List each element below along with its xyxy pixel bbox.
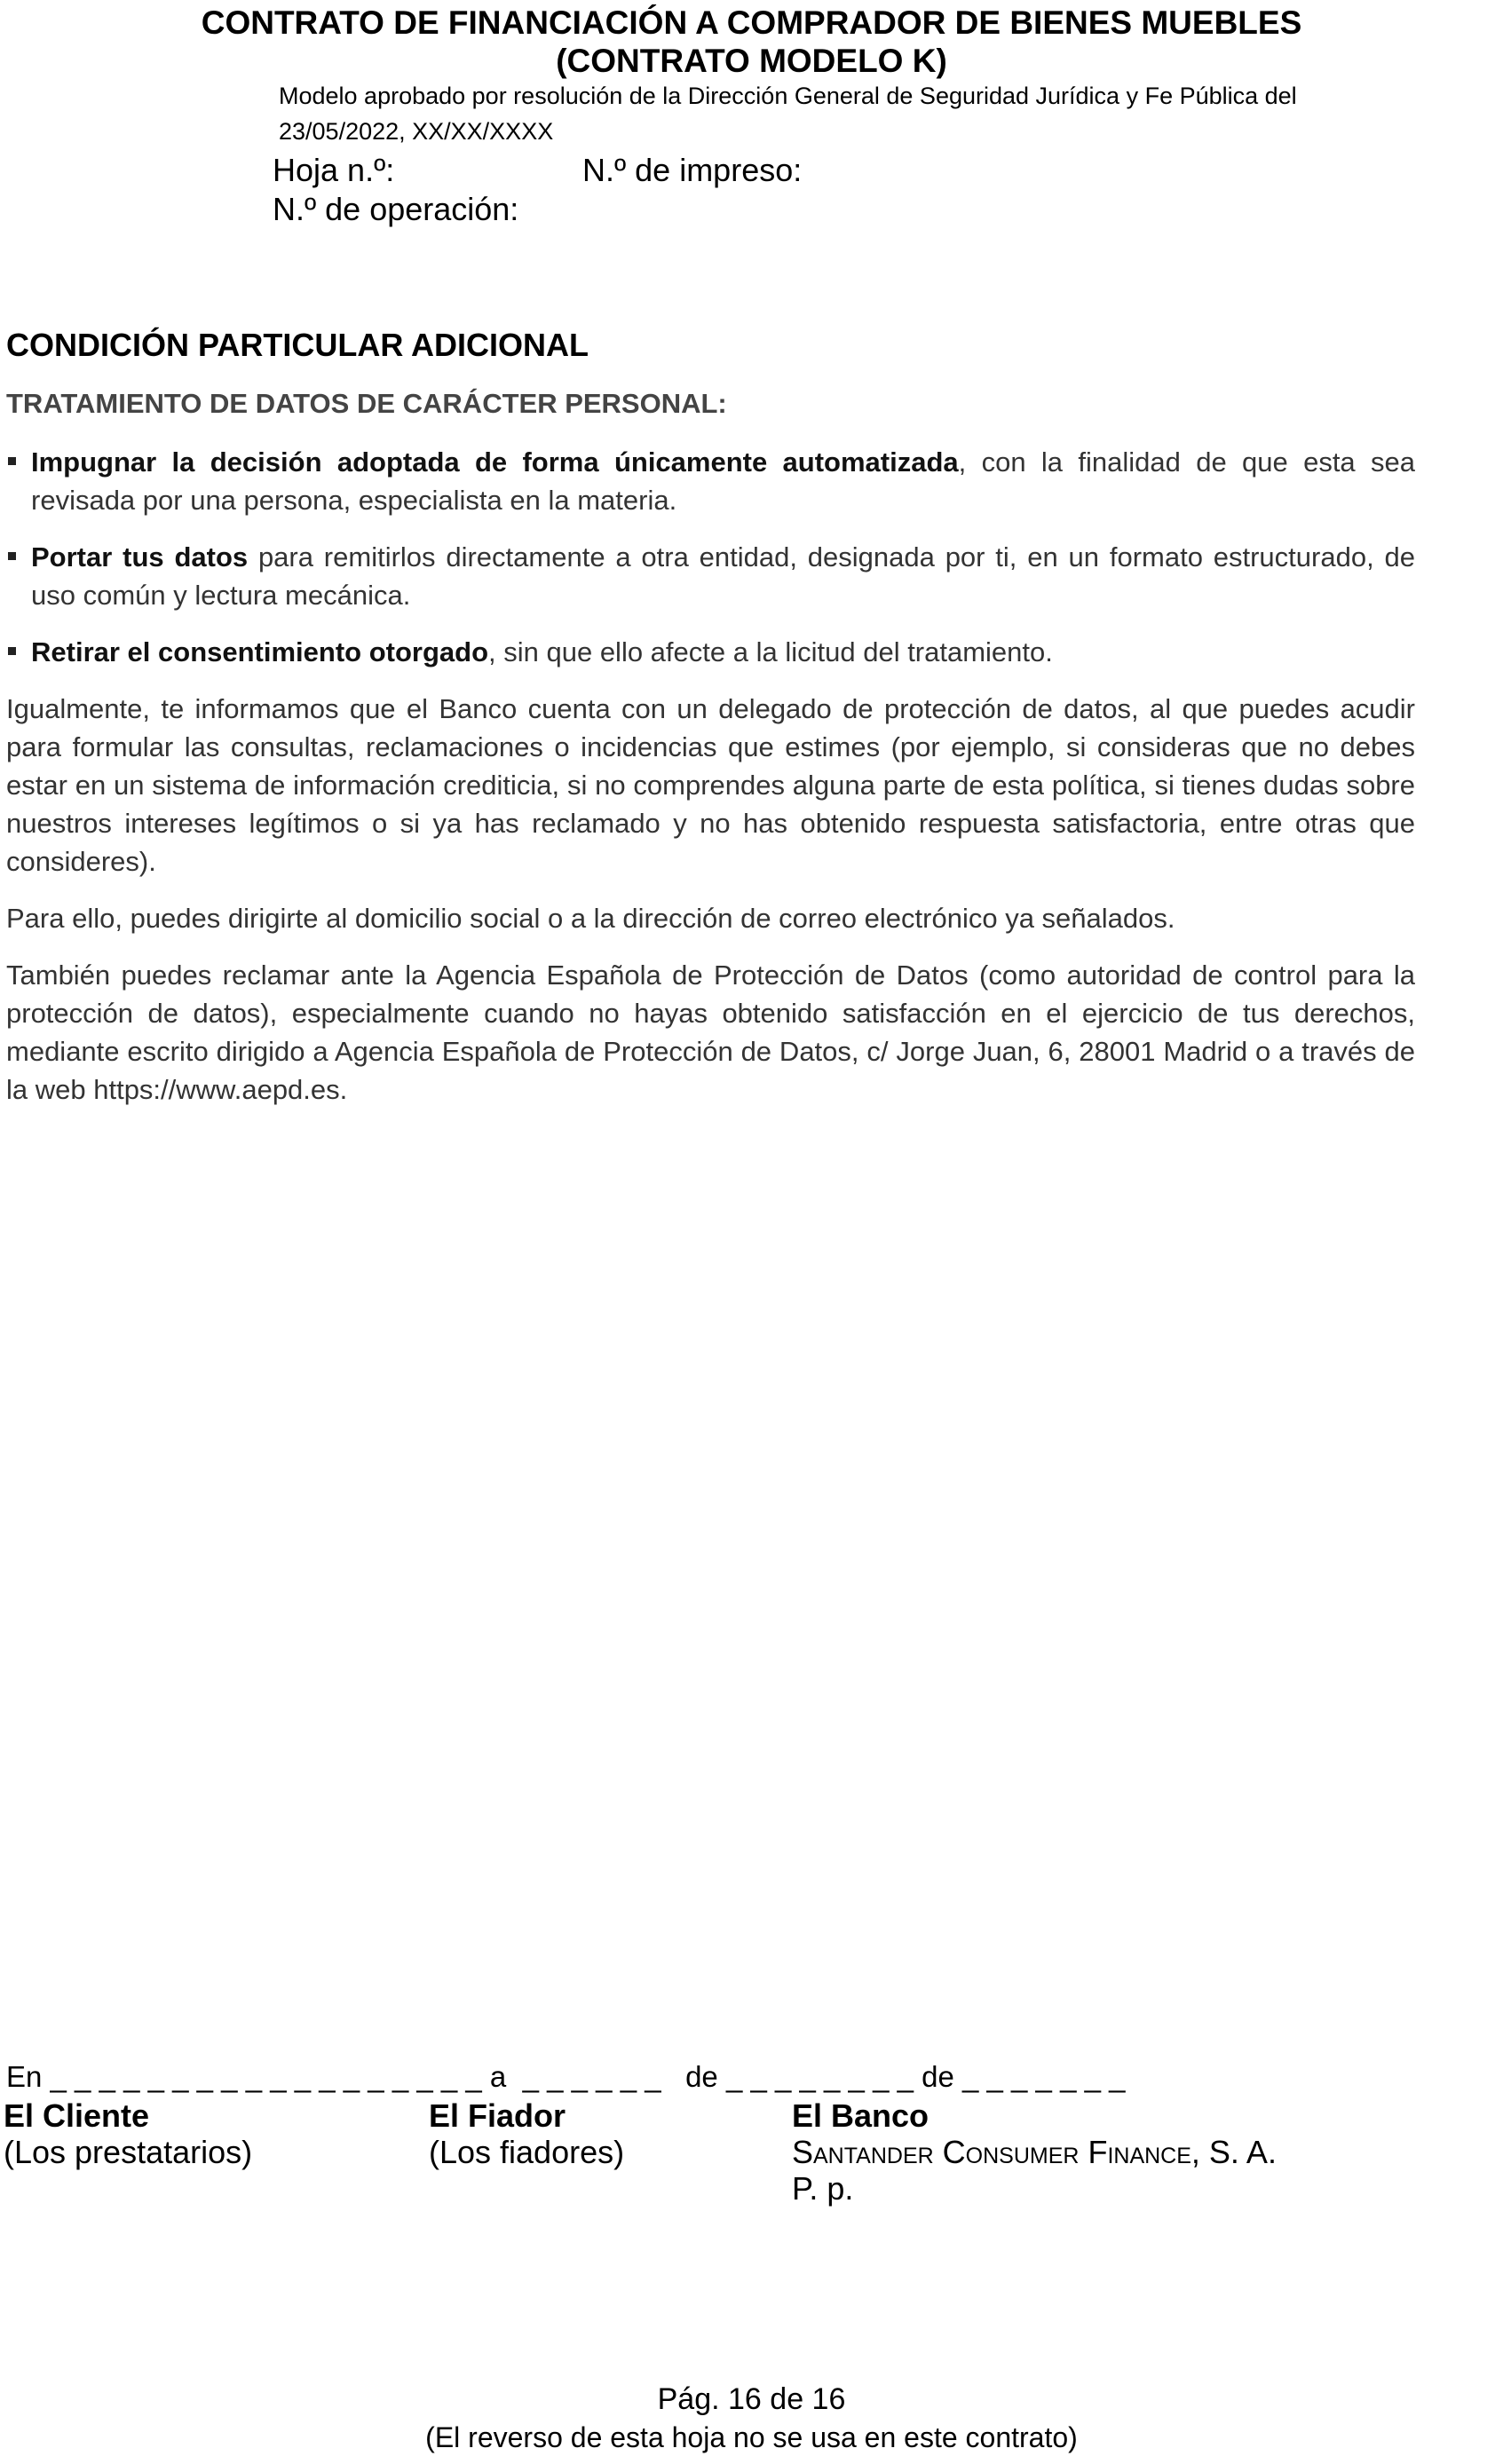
bullet-square-icon [8, 552, 16, 560]
guarantor-signature-block [429, 2097, 624, 2170]
paragraph: Para ello, puedes dirigirte al domicilio social o a la dirección de correo electrónico ya señalados. [6, 903, 1175, 934]
bullet-text: , sin que ello afecte a la licitud del tratamiento. [488, 636, 1053, 667]
bank-pp: P. p. [792, 2170, 854, 2207]
bullet-item [6, 633, 1415, 671]
client-subtitle: (Los prestatarios) [4, 2134, 253, 2170]
title-line-2: (CONTRATO MODELO K) [556, 43, 947, 79]
guarantor-title: El Fiador [429, 2097, 566, 2134]
operation-number-label: N.º de operación: [273, 191, 519, 227]
bullet-bold: Portar tus datos [31, 541, 249, 573]
bullet-square-icon [8, 457, 16, 465]
sheet-number-label: Hoja n.º: [273, 152, 395, 188]
document-title [0, 4, 1503, 80]
paragraph: Igualmente, te informamos que el Banco cuenta con un delegado de protección de datos, al que puedes acudir para formular las consultas, reclamaciones o incidencias que estimes (por ejemplo, si consideras que no debes estar en un sistema de información crediticia, si no comprendes alguna parte de esta política, si tienes dudas sobre nuestros intereses legítimos o si ya has reclamado y no has obtenido respuesta satisfactoria, entre otras que consideres). [6, 693, 1415, 877]
client-title: El Cliente [4, 2097, 150, 2134]
model-approval [279, 78, 1495, 149]
bullet-item [6, 538, 1415, 614]
title-line-1: CONTRATO DE FINANCIACIÓN A COMPRADOR DE BIENES MUEBLES [201, 4, 1302, 41]
section-subtitle: TRATAMIENTO DE DATOS DE CARÁCTER PERSONAL: [6, 388, 727, 419]
model-line-1: Modelo aprobado por resolución de la Dirección General de Seguridad Jurídica y Fe Pública del [279, 83, 1297, 109]
section-title: CONDICIÓN PARTICULAR ADICIONAL [6, 327, 589, 363]
bullet-bold: Impugnar la decisión adoptada de forma únicamente automatizada [31, 446, 959, 478]
bank-signature-block [792, 2097, 1277, 2207]
place-date-line: En _ _ _ _ _ _ _ _ _ _ _ _ _ _ _ _ _ _ a _ _ _ _ _ _ de _ _ _ _ _ _ _ _ de _ _ _ _ _ _ _ [6, 2060, 1126, 2093]
bullet-text: , con la finalidad de que esta sea revisada por una persona, especialista en la materia. [31, 446, 1415, 516]
page-number: Pág. 16 de 16 [657, 2382, 846, 2416]
guarantor-subtitle: (Los fiadores) [429, 2134, 625, 2170]
reverse-note: (El reverso de esta hoja no se usa en este contrato) [425, 2421, 1078, 2453]
model-line-2: 23/05/2022, XX/XX/XXXX [279, 118, 554, 145]
bullet-text: para remitirlos directamente a otra entidad, designada por ti, en un formato estructurado, de uso común y lectura mecánica. [31, 541, 1415, 611]
bullet-bold: Retirar el consentimiento otorgado [31, 636, 489, 667]
print-number-label: N.º de impreso: [582, 152, 803, 188]
section-body [6, 443, 1415, 1127]
paragraph: También puedes reclamar ante la Agencia Española de Protección de Datos (como autoridad de control para la protección de datos), especialmente cuando no hayas obtenido satisfacción en el ejercicio de tus derechos, mediante escrito dirigido a Agencia Española de Protección de Datos, c/ Jorge Juan, 6, 28001 Madrid o a través de la web https://www.aepd.es. [6, 960, 1415, 1105]
bank-title: El Banco [792, 2097, 929, 2134]
bullet-square-icon [8, 647, 16, 655]
client-signature-block [4, 2097, 252, 2170]
bank-name: Santander Consumer Finance, S. A. [792, 2134, 1277, 2170]
bullet-item [6, 443, 1415, 519]
